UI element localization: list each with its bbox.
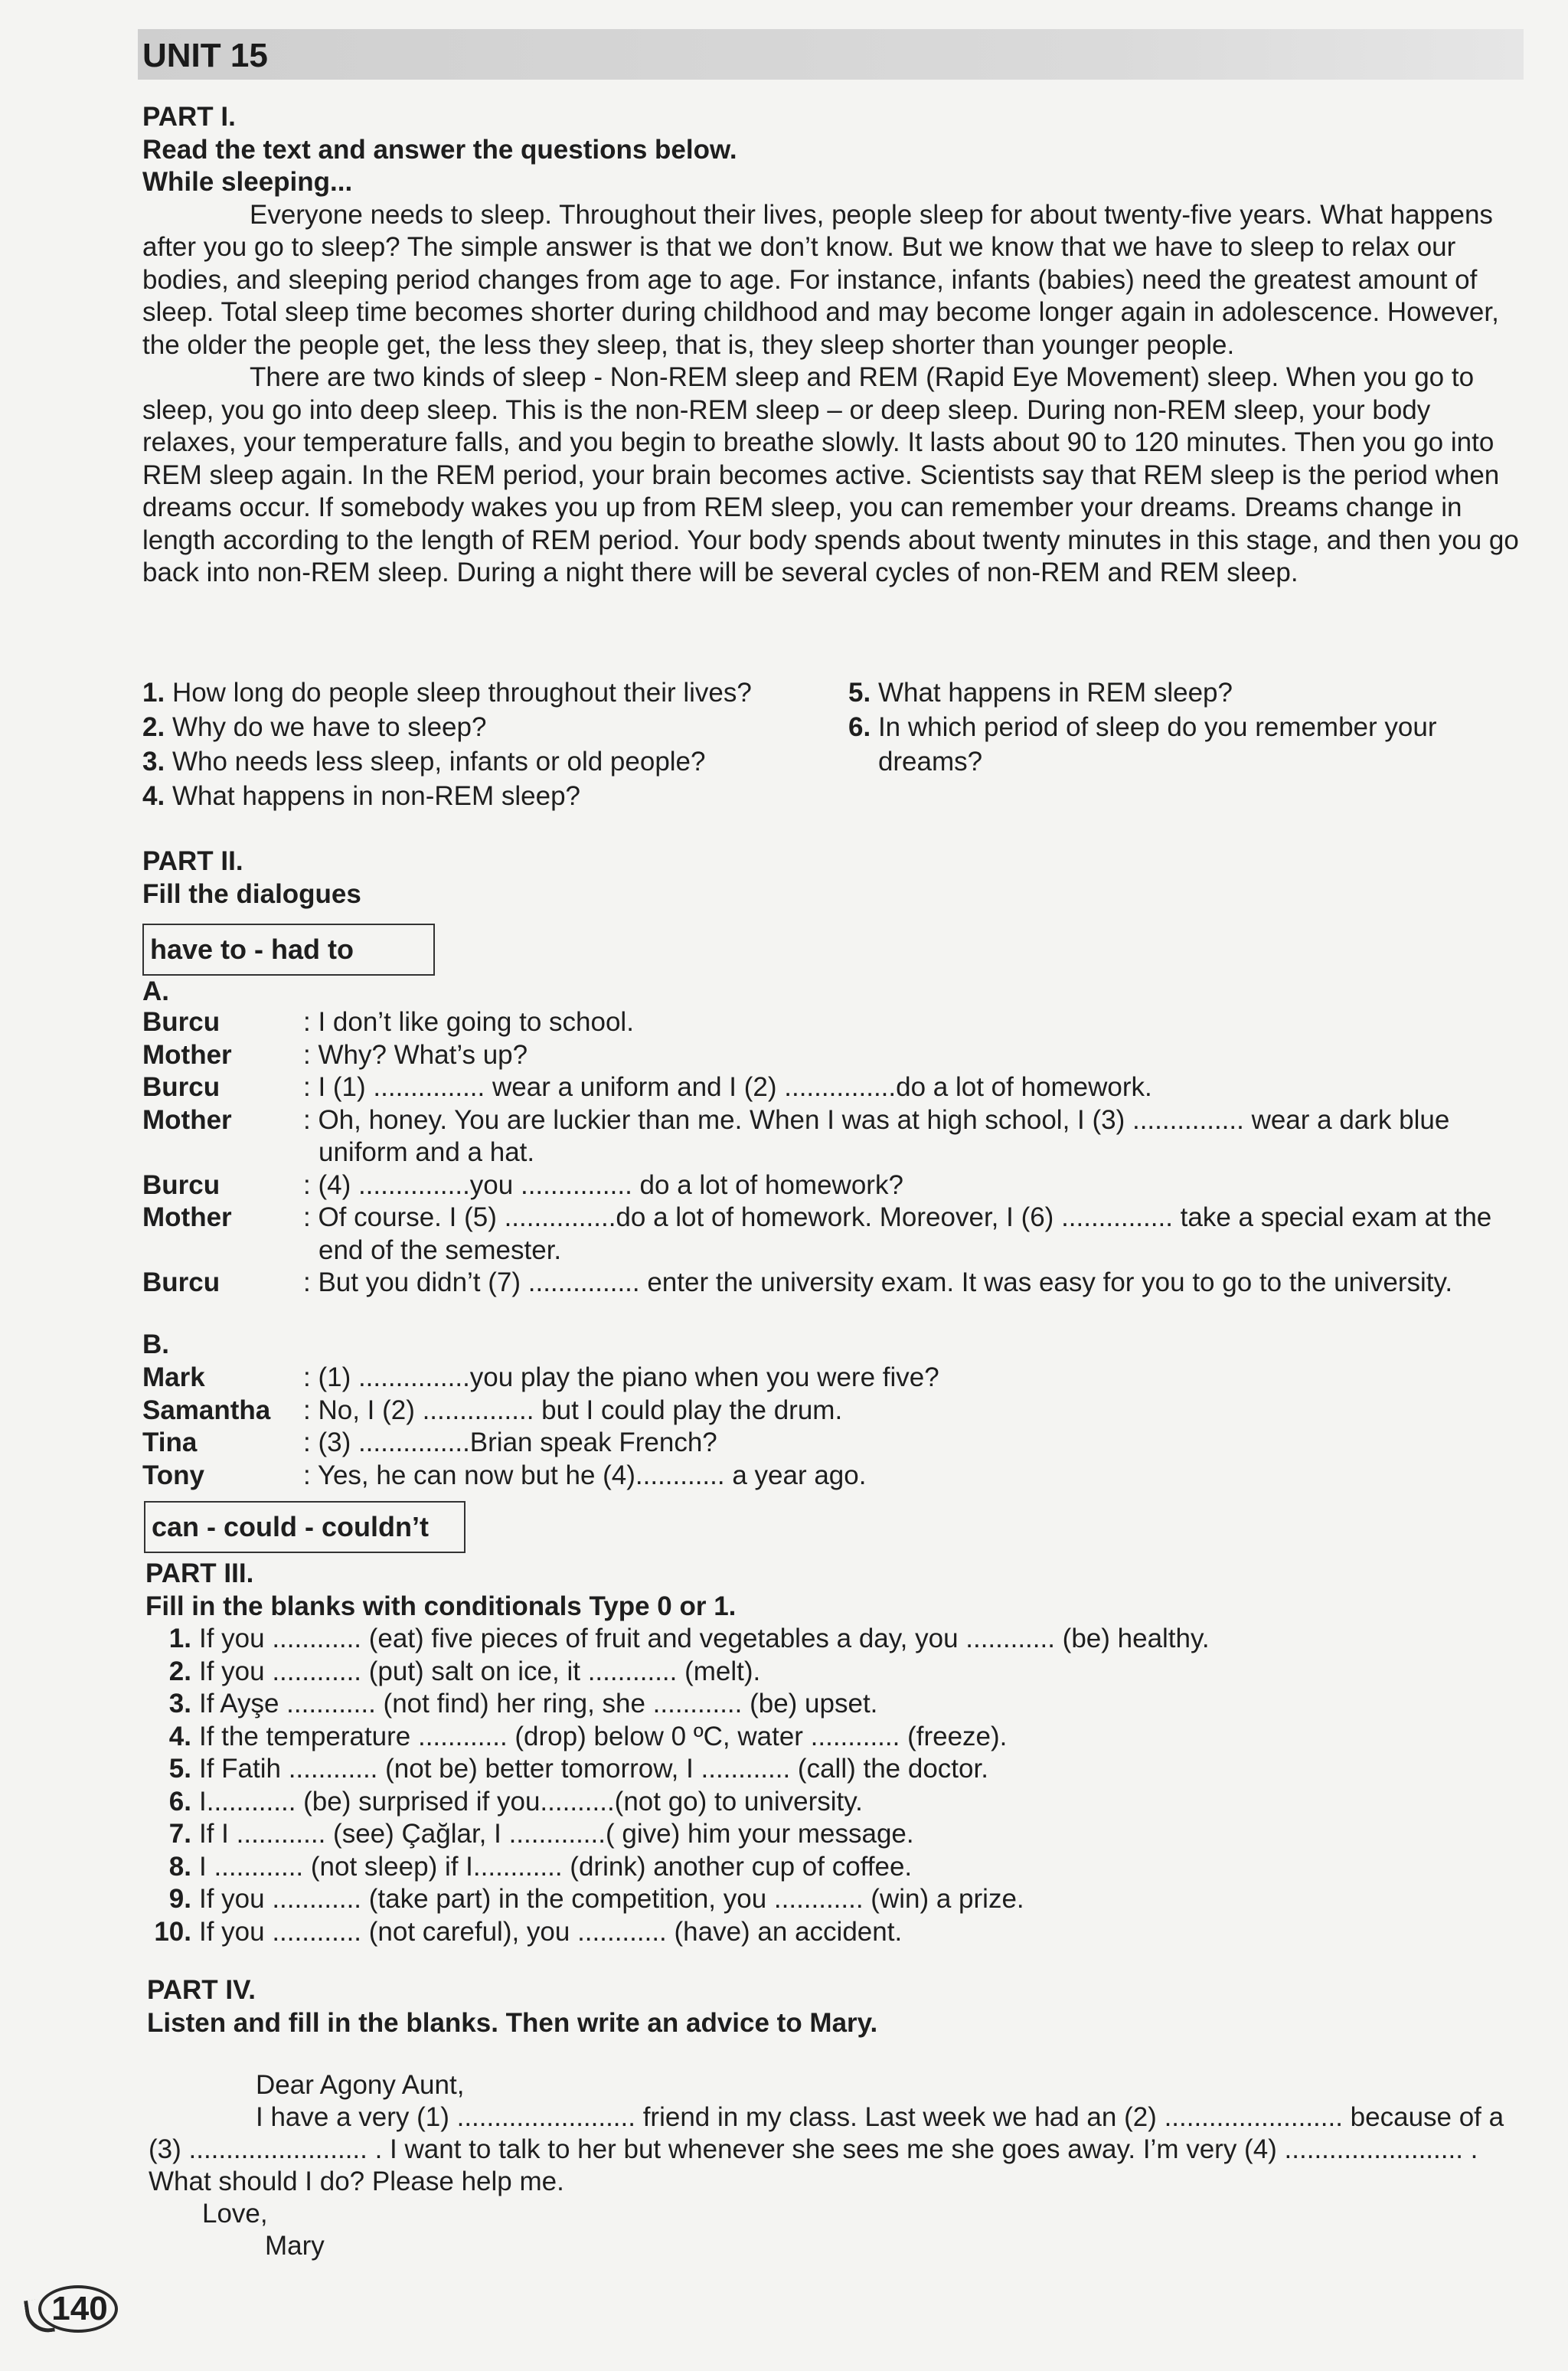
speaker-name: Tina (142, 1428, 198, 1457)
exercise-item (145, 1851, 1524, 1884)
part2-heading-block (142, 845, 831, 911)
item-text: If you ............ (put) salt on ice, it ............ (melt). (199, 1656, 761, 1686)
question-number: 2. (142, 712, 165, 742)
speaker-line: : (1) ...............you play the piano when you were five? (303, 1362, 939, 1392)
speaker-line: : Oh, honey. You are luckier than me. When I was at high school, I (3) ............... wear a dark blue uniform and a hat. (303, 1104, 1450, 1167)
question-number: 3. (142, 747, 165, 777)
item-number: 7. (168, 1819, 191, 1849)
speaker-line: : (4) ...............you ............... do a lot of homework? (303, 1169, 903, 1200)
dialogue-a (142, 1006, 1524, 1300)
speaker-name: Burcu (142, 1072, 220, 1102)
exercise-item (145, 1656, 1524, 1689)
dialogue-line (142, 1104, 1524, 1169)
part2-heading: PART II. (142, 846, 243, 876)
letter-body: I have a very (1) ........................ friend in my class. Last week we had an (2) ........................ because of a (3) ........................ . I want to talk to her but whenever she sees me she goes away. I’m very (4) ........................ . What should I do? Please help me. (149, 2102, 1504, 2196)
item-number: 2. (168, 1656, 191, 1686)
speaker-name: Burcu (142, 1007, 220, 1037)
item-number: 9. (168, 1884, 191, 1914)
question-text: Why do we have to sleep? (172, 712, 487, 742)
item-number: 6. (168, 1786, 191, 1817)
item-text: If you ............ (take part) in the competition, you ............ (win) a prize. (199, 1884, 1024, 1914)
question-item (142, 744, 824, 779)
question-number: 1. (142, 678, 165, 708)
question-number: 6. (848, 712, 871, 742)
speaker-line: : I (1) ............... wear a uniform and I (2) ...............do a lot of homework. (303, 1072, 1152, 1102)
page-number: 140 (51, 2290, 108, 2327)
speaker-line: : (3) ...............Brian speak French? (303, 1428, 717, 1457)
questions-right (848, 675, 1522, 779)
unit-title: UNIT 15 (142, 37, 268, 74)
exercise-item (145, 1753, 1524, 1786)
speaker-name: Mother (142, 1104, 232, 1135)
part3-heading: PART III. (145, 1558, 254, 1588)
exercise-item (145, 1786, 1524, 1819)
question-number: 5. (848, 678, 871, 708)
question-text: What happens in non-REM sleep? (172, 781, 581, 811)
dialogue-line (142, 1427, 1524, 1460)
part4-heading-block (147, 1974, 1525, 2039)
letter-greeting: Dear Agony Aunt, (256, 2070, 465, 2100)
part3-instruction: Fill in the blanks with conditionals Type 0 or 1. (145, 1591, 737, 1621)
item-text: If you ............ (eat) five pieces of fruit and vegetables a day, you ............ (be) healthy. (199, 1624, 1210, 1653)
dialogue-line (142, 1395, 1524, 1428)
speaker-name: Mark (142, 1362, 205, 1392)
item-text: I............ (be) surprised if you..........(not go) to university. (199, 1786, 863, 1817)
speaker-name: Mother (142, 1039, 232, 1070)
question-item (848, 710, 1522, 779)
word-box-have-to: have to - had to (142, 924, 435, 976)
dialogue-line (142, 1362, 1524, 1395)
speaker-name: Samantha (142, 1395, 271, 1425)
item-text: If you ............ (not careful), you ............ (have) an accident. (199, 1916, 903, 1947)
dialogue-line (142, 1202, 1524, 1267)
part2-instruction: Fill the dialogues (142, 878, 361, 909)
item-text: I ............ (not sleep) if I............ (drink) another cup of coffee. (199, 1851, 913, 1882)
speaker-name: Mother (142, 1202, 232, 1232)
item-text: If Ayşe ............ (not find) her ring, she ............ (be) upset. (199, 1689, 878, 1719)
exercise-item (145, 1883, 1524, 1916)
question-text: In which period of sleep do you remember your dreams? (877, 712, 1437, 777)
conditionals-list (145, 1623, 1524, 1948)
unit-header-bar (138, 29, 1524, 80)
question-item (142, 675, 824, 710)
part4-instruction: Listen and fill in the blanks. Then write an advice to Mary. (147, 2007, 878, 2038)
part3-heading-block (145, 1558, 1524, 1623)
letter-signature: Mary (265, 2231, 325, 2261)
question-item (142, 779, 824, 813)
dialogue-line (142, 1071, 1524, 1104)
section-b-label: B. (142, 1329, 169, 1359)
dialogue-b (142, 1362, 1524, 1492)
speaker-name: Burcu (142, 1169, 220, 1200)
reading-paragraph-1: Everyone needs to sleep. Throughout their lives, people sleep for about twenty-five years. What happens after you go to sleep? The simple answer is that we don’t know. But we know that we have to sleep to relax our bodies, and sleeping period changes from age to age. For instance, infants (babies) need the greatest amount of sleep. Total sleep time becomes shorter during childhood and may become longer again in adolescence. However, the older the people get, the less they sleep, that is, they sleep shorter than younger people. (142, 199, 1499, 360)
item-number: 4. (168, 1721, 191, 1751)
part1-section (142, 101, 1524, 590)
speaker-line: : Yes, he can now but he (4)............ a year ago. (303, 1460, 867, 1490)
speaker-line: : I don’t like going to school. (303, 1007, 634, 1037)
reading-title: While sleeping... (142, 167, 353, 197)
question-item (142, 710, 824, 744)
dialogue-line (142, 1006, 1524, 1039)
speaker-name: Burcu (142, 1267, 220, 1297)
question-text: What happens in REM sleep? (877, 678, 1233, 708)
speaker-name: Tony (142, 1460, 205, 1490)
item-number: 1. (168, 1624, 191, 1653)
dialogue-line (142, 1169, 1524, 1202)
dialogue-line (142, 1267, 1524, 1300)
page-number-badge (23, 2282, 136, 2336)
speaker-line: : No, I (2) ............... but I could play the drum. (303, 1395, 843, 1425)
speaker-line: : Why? What’s up? (303, 1039, 528, 1070)
word-box-can-could: can - could - couldn’t (144, 1501, 466, 1553)
item-number: 3. (168, 1689, 191, 1719)
item-number: 5. (168, 1754, 191, 1784)
exercise-item (145, 1818, 1524, 1851)
letter-closing: Love, (202, 2199, 268, 2229)
speaker-line: : But you didn’t (7) ............... enter the university exam. It was easy for you to go to the university. (303, 1267, 1453, 1297)
part4-heading: PART IV. (147, 1975, 256, 2005)
dialogue-line (142, 1460, 1524, 1493)
item-number: 10. (154, 1916, 191, 1947)
item-number: 8. (168, 1851, 191, 1882)
letter (149, 2069, 1527, 2262)
question-text: Who needs less sleep, infants or old people? (172, 747, 706, 777)
part1-heading: PART I. (142, 102, 236, 132)
exercise-item (145, 1688, 1524, 1721)
exercise-item (145, 1721, 1524, 1754)
question-number: 4. (142, 781, 165, 811)
exercise-item (145, 1623, 1524, 1656)
dialogue-line (142, 1039, 1524, 1072)
section-a-label: A. (142, 976, 169, 1006)
questions-left (142, 675, 824, 813)
reading-paragraph-2: There are two kinds of sleep - Non-REM sleep and REM (Rapid Eye Movement) sleep. When you go to sleep, you go into deep sleep. This is the non-REM sleep – or deep sleep. During non-REM sleep, your body relaxes, your temperature falls, and you begin to breathe slowly. It lasts about 90 to 120 minutes. Then you go into REM sleep again. In the REM period, your brain becomes active. Scientists say that REM sleep is the period when dreams occur. If somebody wakes you up from REM sleep, you can remember your dreams. Dreams change in length according to the length of REM period. Your body spends about twenty minutes in this stage, and then you go back into non-REM sleep. During a night there will be several cycles of non-REM and REM sleep. (142, 362, 1519, 587)
question-item (848, 675, 1522, 710)
item-text: If Fatih ............ (not be) better tomorrow, I ............ (call) the doctor. (199, 1754, 988, 1784)
item-text: If I ............ (see) Çağlar, I .............( give) him your message. (199, 1819, 914, 1849)
exercise-item (145, 1916, 1524, 1949)
item-text: If the temperature ............ (drop) below 0 ºC, water ............ (freeze). (199, 1721, 1008, 1751)
question-text: How long do people sleep throughout their lives? (172, 678, 752, 708)
part1-instruction: Read the text and answer the questions below. (142, 134, 737, 165)
speaker-line: : Of course. I (5) ...............do a lot of homework. Moreover, I (6) ............... take a special exam at the end of the semester. (303, 1202, 1492, 1265)
